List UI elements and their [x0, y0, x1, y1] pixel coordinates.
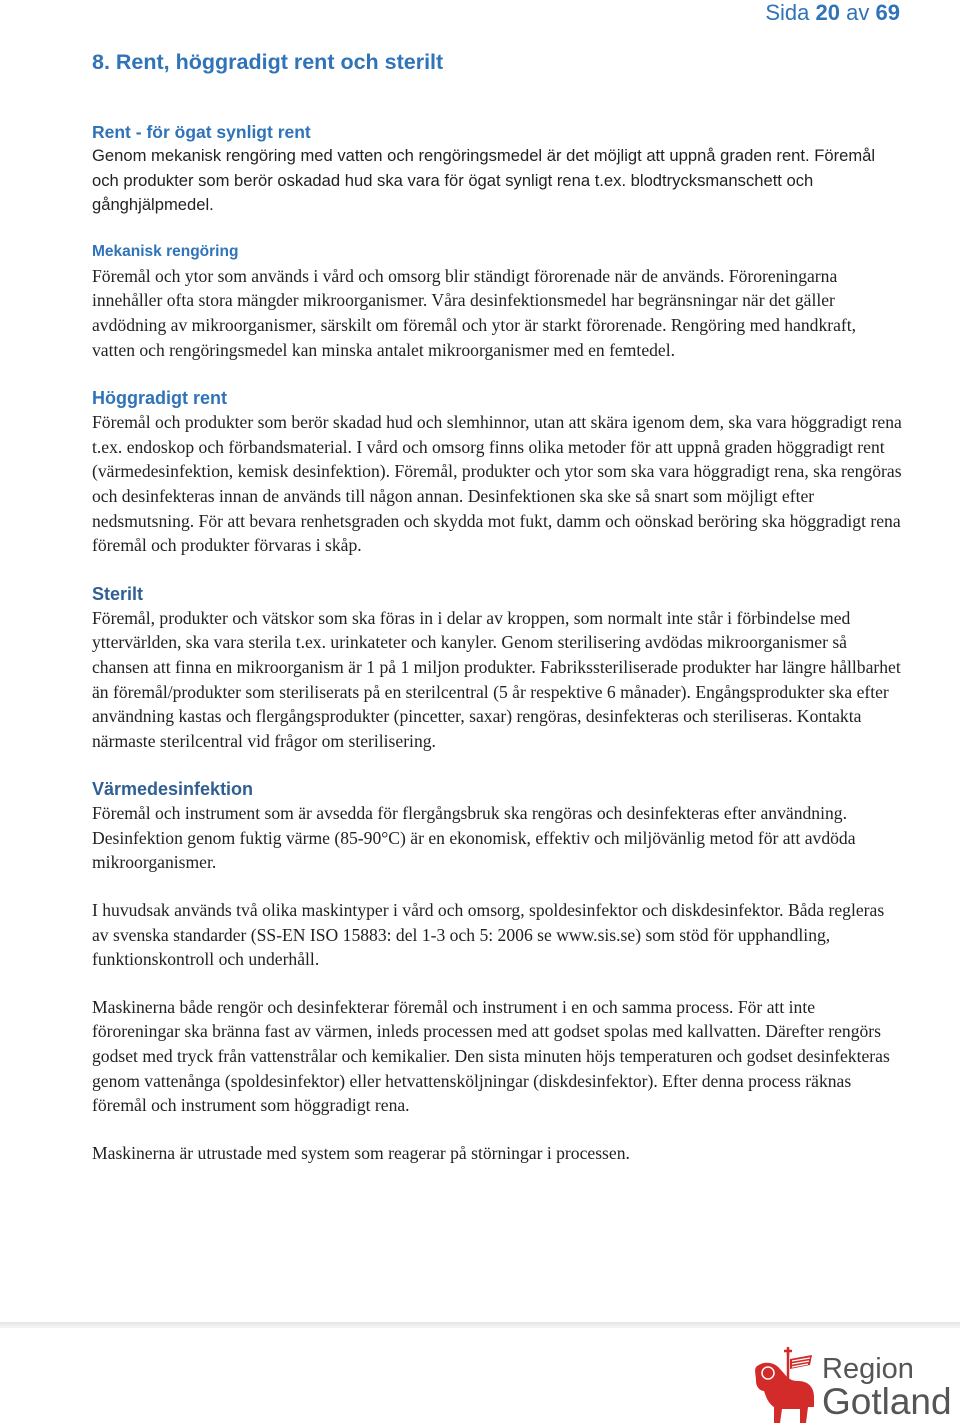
paragraph-sterilt: Föremål, produkter och vätskor som ska föras in i delar av kroppen, som normalt inte står i förbindelse med yttervärlden, ska vara sterila t.ex. urinkateter och kanyler. Genom sterilisering avdödas mikroorganismer så chansen att finna en mikroorganism är 1 på 1 miljon produkter. Fabrikssteriliserade produkter har längre hållbarhet än föremål/produkter som steriliserats på en sterilcentral (5 år respektive 6 månader). Engångsprodukter ska efter användning kastas och flergångsprodukter (pincetter, saxar) rengöras, desinfekteras och steriliseras. Kontakta närmaste sterilcentral vid frågor om sterilisering. — [92, 607, 901, 751]
paragraph-mekanisk-rengoring: Föremål och ytor som används i vård och omsorg blir ständigt förorenade när de används. Föroreningarna innehåller ofta stora mängder mikroorganismer. Våra desinfektionsmedel har begränsningar när det gäller avdödning av mikroorganismer, särskilt om föremål och ytor är starkt förorenade. Rengöring med handkraft, vatten och rengöringsmedel kan minska antalet mikroorganismer med en femtedel. — [92, 265, 857, 360]
heading-rent: Rent - för ögat synligt rent — [92, 122, 311, 142]
page-total: 69 — [875, 0, 900, 25]
page-current: 20 — [815, 0, 841, 25]
logo-line2: Gotland — [822, 1381, 952, 1422]
footer-divider — [0, 1322, 960, 1328]
paragraph-varme-3: Maskinerna både rengör och desinfekterar föremål och instrument i en och samma process. För att inte föroreningar ska bränna fast av värmen, inleds processen med att godset spolas med kallvatten. Därefter rengörs godset med tryck från vattenstrålar och kemikalier. Den sista minuten höjs temperaturen och godset desinfekteras genom vattenånga (spoldesinfektor) eller hetvattensköljningar (diskdesinfektor). Efter denna process räknas föremål och instrument som höggradigt rena. — [92, 996, 890, 1116]
paragraph-varme-4: Maskinerna är utrustade med system som reagerar på störningar i processen. — [92, 1142, 630, 1163]
paragraph-hoggradigt-rent: Föremål och produkter som berör skadad hud och slemhinnor, utan att skära igenom dem, ska vara höggradigt rena t.ex. endoskop och förbandsmaterial. I vård och omsorg finns olika metoder för att uppnå graden höggradigt rent (värmedesinfektion, kemisk desinfektion). Föremål, produkter och ytor som ska vara höggradigt rena, ska rengöras och desinfekteras innan de används till någon annan. Desinfektionen ska ske så snart som möjligt efter nedsmutsning. För att bevara renhetsgraden och skydda mot fukt, damm och oönskad beröring ska höggradigt rena föremål och produkter förvaras i skåp. — [92, 412, 902, 556]
page-label: Sida — [765, 0, 810, 25]
logo-line1: Region — [822, 1353, 914, 1385]
paragraph-rent: Genom mekanisk rengöring med vatten och rengöringsmedel är det möjligt att uppnå graden rent. Föremål och produkter som berör oskadad hud ska vara för ögat synligt rena t.ex. blodtrycksmanschett och gånghjälpmedel. — [92, 146, 876, 215]
paragraph-varme-2: I huvudsak används två olika maskintyper i vård och omsorg, spoldesinfektor och diskdesinfektor. Båda regleras av svenska standarder (SS-EN ISO 15883: del 1-3 och 5: 2006 se www.sis.se) som stöd för upphandling, funktionskontroll och underhåll. — [92, 900, 885, 970]
heading-hoggradigt-rent: Höggradigt rent — [92, 388, 227, 409]
document-body — [92, 120, 902, 1165]
heading-sterilt: Sterilt — [92, 583, 144, 604]
heading-varmedesinfektion: Värmedesinfektion — [92, 779, 254, 800]
page-sep: av — [846, 0, 870, 25]
logo-wordmark — [822, 1355, 952, 1420]
paragraph-varme-1: Föremål och instrument som är avsedda för flergångsbruk ska rengöras och desinfekteras efter användning. Desinfektion genom fuktig värme (85-90°C) är en ekonomisk, effektiv och miljövänlig metod för att avdöda mikroorganismer. — [92, 803, 856, 873]
page-number — [765, 0, 900, 26]
chapter-title: 8. Rent, höggradigt rent och sterilt — [92, 50, 444, 74]
heading-mekanisk-rengoring: Mekanisk rengöring — [92, 242, 239, 260]
